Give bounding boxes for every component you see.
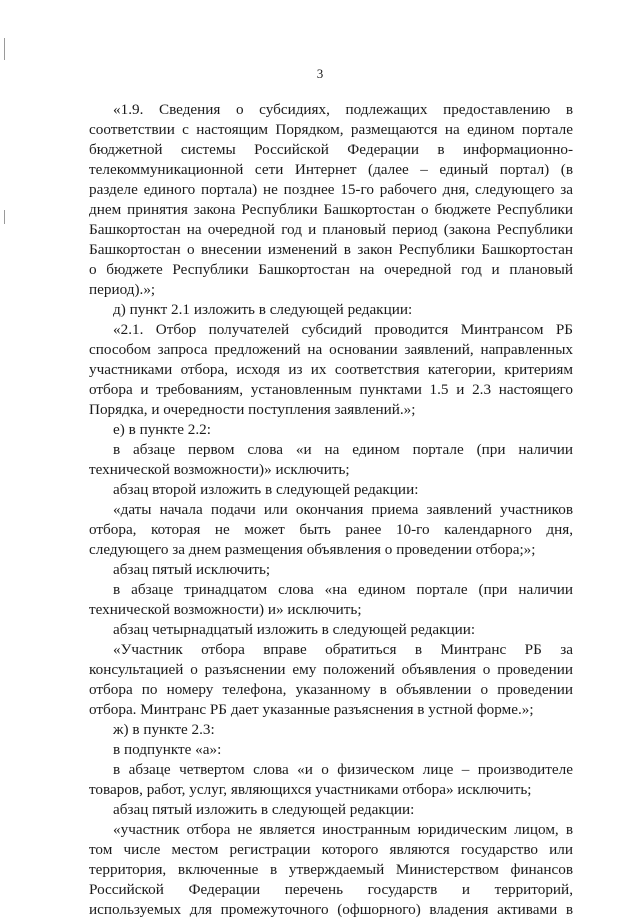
text-line: том числе местом регистрации которого являются государство или (89, 841, 573, 858)
text-line: днем принятия закона Республики Башкортостан о бюджете Республики (89, 201, 573, 218)
text-line: ж) в пункте 2.3: (113, 721, 215, 738)
text-line: «даты начала подачи или окончания приема заявлений участников (113, 501, 573, 518)
text-line: разделе единого портала) не позднее 15-го рабочего дня, следующего за (89, 181, 573, 198)
text-line: Башкортостан на очередной год и плановый период (закона Республики (89, 221, 573, 238)
text-line: бюджетной системы Российской Федерации в информационно- (89, 141, 573, 158)
text-line: технической возможности) и» исключить; (89, 601, 362, 618)
text-line: абзац четырнадцатый изложить в следующей редакции: (113, 621, 476, 638)
scan-margin-mark (4, 38, 5, 60)
page-number: 3 (316, 66, 324, 81)
text-line: «2.1. Отбор получателей субсидий проводится Минтрансом РБ (113, 321, 573, 338)
text-line: отбора по номеру телефона, указанному в объявлении о проведении (89, 681, 573, 698)
text-line: «Участник отбора вправе обратиться в Минтранс РБ за (113, 641, 573, 658)
text-line: отбора. Минтранс РБ дает указанные разъяснения в устной форме.»; (89, 701, 534, 718)
text-line: Порядка, и очередности поступления заявлений.»; (89, 401, 416, 418)
text-line: о бюджете Республики Башкортостан на очередной год и плановый (89, 261, 573, 278)
text-line: территория, включенные в утверждаемый Министерством финансов (89, 861, 573, 878)
text-line: д) пункт 2.1 изложить в следующей редакции: (113, 301, 413, 318)
text-line: участниками отбора, исходя из их соответствия категории, критериям (89, 361, 573, 378)
text-line: абзац пятый исключить; (113, 561, 271, 578)
text-line: абзац второй изложить в следующей редакции: (113, 481, 419, 498)
text-line: «1.9. Сведения о субсидиях, подлежащих предоставлению в (113, 101, 573, 118)
text-line: период).»; (89, 281, 156, 298)
text-line: следующего за днем размещения объявления о проведении отбора;»; (89, 541, 536, 558)
text-line: телекоммуникационной сети Интернет (далее – единый портал) (в (89, 161, 573, 178)
text-line: в подпункте «а»: (113, 741, 222, 758)
text-line: способом запроса предложений на основании заявлений, направленных (89, 341, 573, 358)
text-line: в абзаце тринадцатом слова «на едином портале (при наличии (113, 581, 573, 598)
text-line: абзац пятый изложить в следующей редакции: (113, 801, 415, 818)
text-line: используемых для промежуточного (офшорного) владения активами в (89, 901, 573, 918)
text-line: в абзаце первом слова «и на едином портале (при наличии (113, 441, 573, 458)
text-line: е) в пункте 2.2: (113, 421, 211, 438)
text-line: технической возможности)» исключить; (89, 461, 350, 478)
text-line: «участник отбора не является иностранным юридическим лицом, в (113, 821, 573, 838)
text-line: консультацией о разъяснении ему положений объявления о проведении (89, 661, 573, 678)
text-line: отбора, которая не может быть ранее 10-го календарного дня, (89, 521, 573, 538)
text-line: Российской Федерации перечень государств и территорий, (89, 881, 573, 898)
text-line: в абзаце четвертом слова «и о физическом лице – производителе (113, 761, 573, 778)
scan-margin-mark (4, 210, 5, 224)
text-line: соответствии с настоящим Порядком, размещаются на едином портале (89, 121, 573, 138)
text-line: Башкортостан о внесении изменений в закон Республики Башкортостан (89, 241, 573, 258)
text-line: отбора и требованиям, установленным пунктами 1.5 и 2.3 настоящего (89, 381, 573, 398)
text-line: товаров, работ, услуг, являющихся участниками отбора» исключить; (89, 781, 532, 798)
